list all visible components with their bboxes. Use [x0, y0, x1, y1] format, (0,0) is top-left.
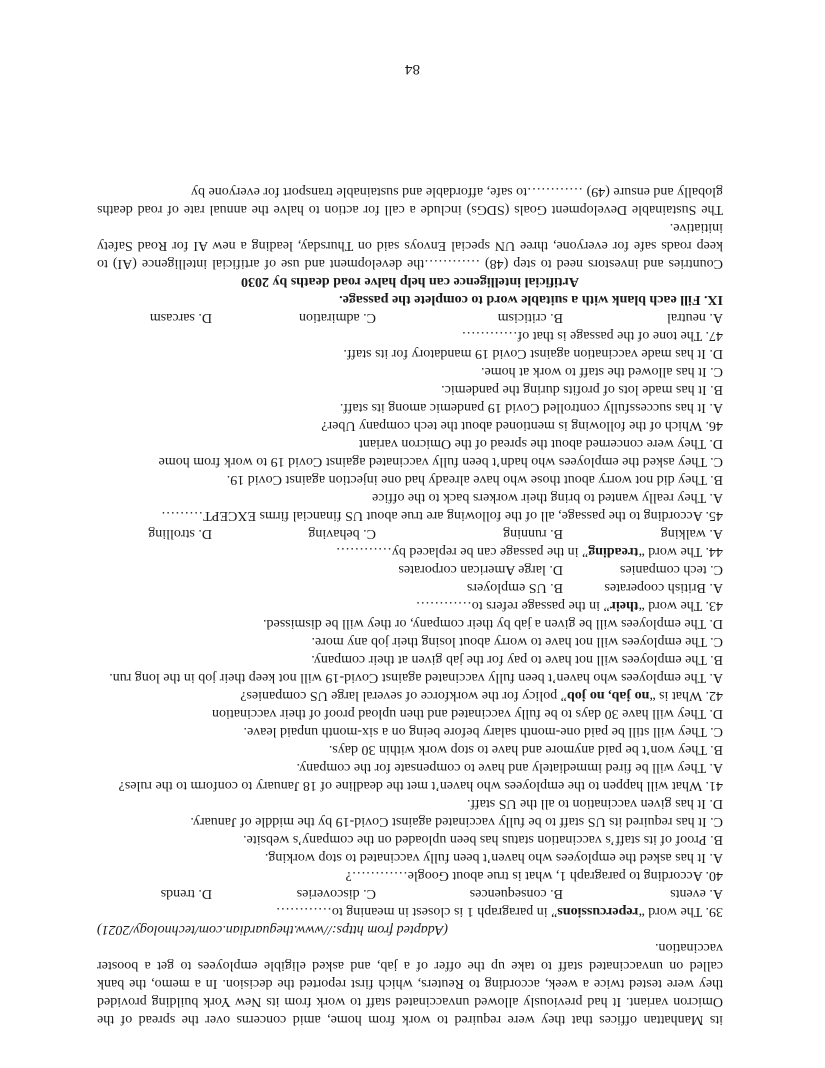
option-b: B. criticism: [497, 310, 563, 325]
keyword-no-jab-no-job: no jab, no job: [566, 688, 650, 703]
option-d: D. It has made vaccination against Covid 19 mandatory for its staff.: [343, 346, 723, 361]
cloze-paragraph-2: The Sustainable Development Goals (SDGs) include a call for action to halve the annual rate of road deaths globally and ensure (49) …………to safe, affordable and sustainable transport for everyone by: [97, 184, 723, 217]
option-c: C. discoveries: [296, 886, 376, 901]
option-d: D. sarcasm: [149, 310, 212, 325]
option-d: D. It has given vaccination to all the US staff.: [467, 796, 723, 811]
option-a: A. British cooperates: [604, 580, 723, 595]
question-47: 47. The tone of the passage is that of…………: [461, 328, 723, 343]
option-b: B. running: [503, 526, 563, 541]
option-c: C. It has allowed the staff to work at home.: [481, 364, 723, 379]
option-b: B. They won’t be paid anymore and have to stop work within 30 days.: [328, 742, 723, 757]
option-c: C. The employees will not have to worry about losing their job any more.: [311, 634, 723, 649]
question-45: 45. According to the passage, all of the following are true about US financial firms EXCEPT………: [161, 508, 723, 523]
question-46: 46. Which of the following is mentioned about the tech company Uber?: [321, 418, 723, 433]
page-number: 84: [405, 61, 420, 77]
question-47-options: [97, 308, 723, 326]
question-43-options: [97, 560, 723, 596]
option-c: C. admiration: [299, 310, 376, 325]
option-d: D. They were concerned about the spread of the Omicron variant: [359, 436, 723, 451]
question-44: 44. The word “treading” in the passage can be replaced by…………: [335, 544, 723, 559]
option-c: C. tech companies: [619, 562, 723, 577]
passage-source: (Adapted from https://www.theguardian.com/technology/2021): [97, 922, 448, 937]
option-c: C. It has required its US staff to be fully vaccinated against Covid-19 by the middle of January.: [190, 814, 723, 829]
option-d: D. large American corporates: [398, 562, 563, 577]
question-40: 40. According to paragraph 1, what is true about Google…………?: [345, 868, 723, 883]
option-c: C. behaving: [308, 526, 376, 541]
section-heading: IX. Fill each blank with a suitable word to complete the passage.: [339, 292, 723, 307]
option-c: C. They will still be paid one-month salary before being on a six-month unpaid leave.: [243, 724, 723, 739]
option-b: B. The employees will not have to pay for the jab given at their company.: [311, 652, 723, 667]
option-a: A. It has successfully controlled Covid 19 pandemic among its staff.: [339, 400, 723, 415]
question-39: 39. The word “repercussions” in paragraph 1 is closest in meaning to…………: [275, 904, 723, 919]
option-a: A. The employees who haven’t been fully vaccinated against Covid-19 will not keep their job in the long run.: [109, 670, 723, 685]
option-d: D. They will have 30 days to be fully vaccinated and then upload proof of their vaccination: [212, 706, 723, 721]
passage-title: Artificial intelligence can help halve road deaths by 2030: [240, 274, 580, 289]
option-a: A. neutral: [667, 310, 723, 325]
question-44-options: [97, 524, 723, 542]
option-b: B. US employers: [466, 580, 563, 595]
option-d: D. strolling: [148, 526, 212, 541]
option-b: B. They did not worry about those who have already had one injection against Covid 19.: [226, 472, 723, 487]
option-b: B. consequences: [469, 886, 563, 901]
cloze-paragraph-1: Countries and investors need to step (48) …………the development and use of artificial intelligence (AI) to keep roads safe for everyone, three UN special Envoys said on Thursday, leading a new AI for Road Safety initiative.: [97, 220, 723, 271]
passage-paragraph: its Manhattan offices that they were required to work from home, amid concerns over the spread of the Omicron variant. It had previously allowed unvaccinated staff to work from its New York building provided they were tested twice a week, according to Reuters, which first reported the decision. In a memo, the bank called on unvaccinated staff to take up the offer of a jab, and asked eligible employees to get a booster vaccination.: [97, 940, 723, 1027]
keyword-treading: treading: [588, 544, 639, 559]
question-42: 42. What is “no jab, no job” policy for the workforce of several large US companies?: [240, 688, 723, 703]
option-c: C. They asked the employees who hadn’t been fully vaccinated against Covid 19 to work from home: [158, 454, 723, 469]
keyword-repercussions: repercussions: [557, 904, 639, 919]
option-a: A. events: [670, 886, 723, 901]
option-a: A. They really wanted to bring their workers back to the office: [372, 490, 723, 505]
option-b: B. It has made lots of profits during the pandemic.: [441, 382, 723, 397]
question-39-options: [97, 884, 723, 902]
page-content: [97, 182, 723, 1028]
option-a: A. It has asked the employees who haven’t been fully vaccinated to stop working.: [264, 850, 723, 865]
option-a: A. walking: [660, 526, 723, 541]
option-d: D. The employees will be given a jab by their company, or they will be dismissed.: [263, 616, 723, 631]
question-43: 43. The word “their” in the passage refers to…………: [415, 598, 723, 613]
option-d: D. trends: [160, 886, 212, 901]
option-a: A. They will be fired immediately and have to compensate for the company.: [296, 760, 723, 775]
keyword-their: their: [609, 598, 639, 613]
option-b: B. Proof of its staff’s vaccination status has been uploaded on the company’s website.: [243, 832, 723, 847]
question-41: 41. What will happen to the employees who haven’t met the deadline of 18 January to conform to the rules?: [118, 778, 723, 793]
